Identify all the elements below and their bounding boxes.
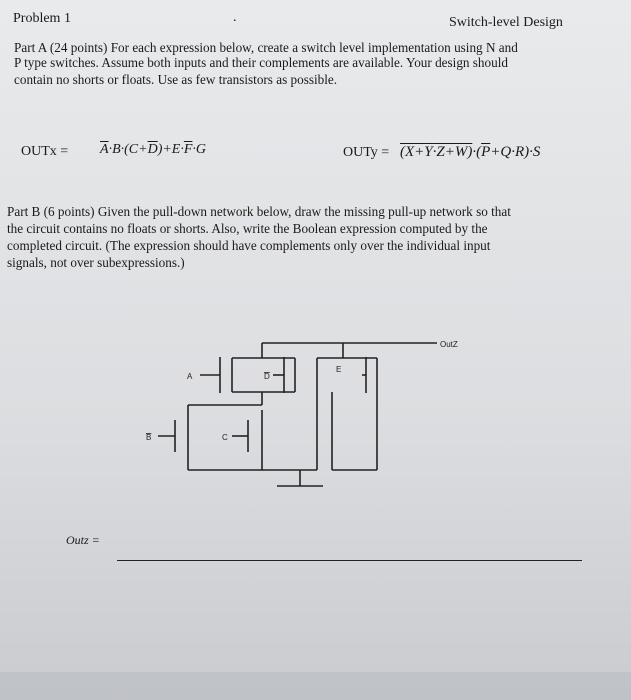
- part-b-line-1: Part B (6 points) Given the pull-down network below, draw the missing pull-up network so that: [7, 204, 511, 219]
- gate-e-label: E: [336, 365, 342, 374]
- part-a-line-1: Part A (24 points) For each expression below, create a switch level implementation using N and: [14, 40, 518, 55]
- gate-bbar-label: B: [146, 433, 152, 442]
- outz-node-label: OutZ: [440, 340, 458, 349]
- stray-mark: .: [233, 10, 237, 25]
- section-title: Switch-level Design: [449, 15, 563, 30]
- outy-expression: $(X+Y\cdot Z+W)\cdot(\overline{P}+Q\cdot R)\cdot S$: [400, 144, 541, 160]
- outy-label: OUTy =: [343, 145, 390, 160]
- part-a-line-2: P type switches. Assume both inputs and their complements are available. Your design should: [14, 55, 508, 70]
- outx-expression: $\overline{A}\cdot B\cdot(C+\overline{D})+E\cdot\overline{F}\cdot G$: [100, 142, 207, 157]
- problem-heading: Problem 1: [13, 11, 71, 26]
- gate-c-label: C: [222, 433, 228, 442]
- bottom-shadow: [0, 672, 631, 700]
- part-b-line-4: signals, not over subexpressions.): [7, 255, 185, 270]
- answer-line[interactable]: [117, 560, 582, 561]
- gate-a-label: A: [187, 372, 193, 381]
- part-a-line-3: contain no shorts or floats. Use as few transistors as possible.: [14, 72, 338, 87]
- part-b-line-2: the circuit contains no floats or shorts. Also, write the Boolean expression computed by the: [7, 221, 488, 236]
- outx-label: OUTx =: [21, 144, 69, 159]
- outz-answer-label: Outz =: [66, 533, 100, 547]
- gate-dbar-label: D: [264, 372, 270, 381]
- part-b-line-3: completed circuit. (The expression should have complements only over the individual input: [7, 238, 491, 253]
